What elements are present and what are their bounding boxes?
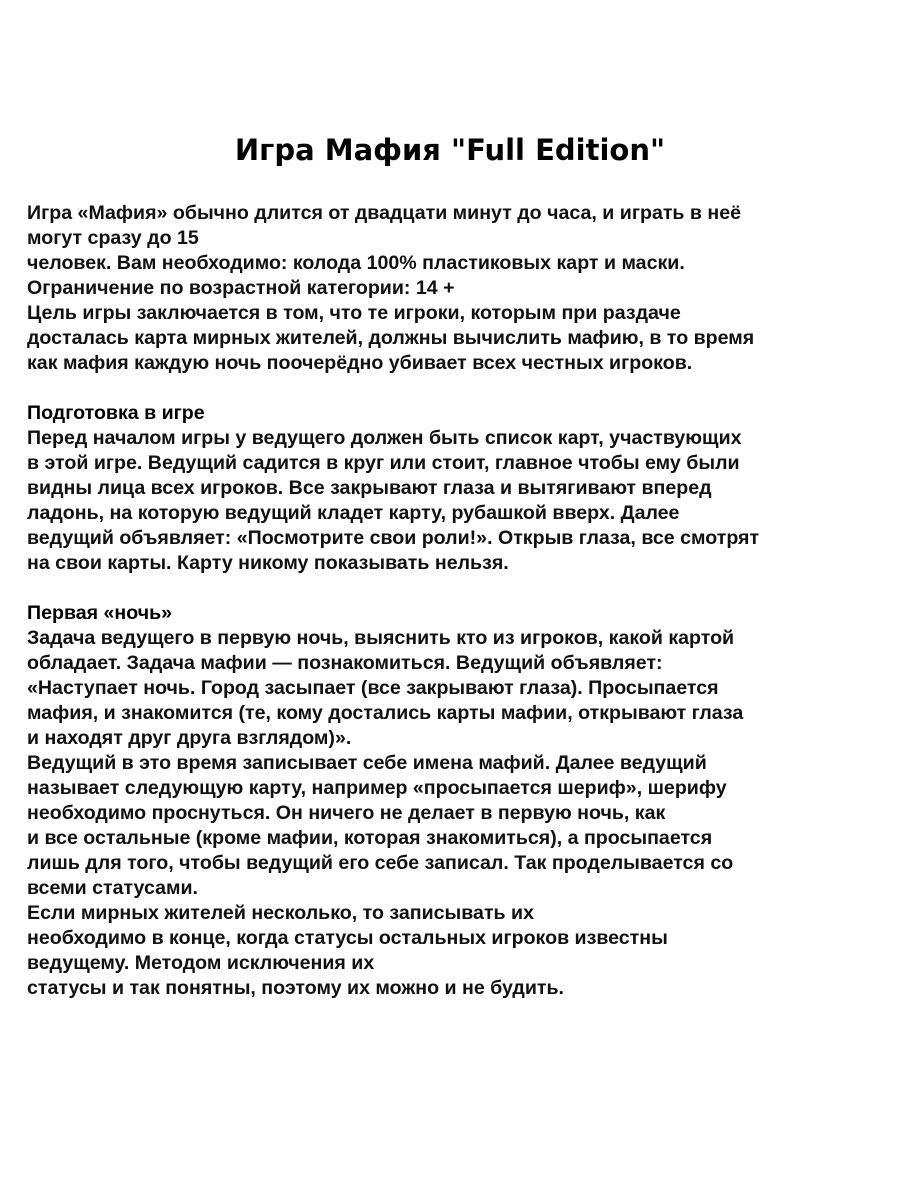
text-line: Цель игры заключается в том, что те игроки, которым при раздаче — [27, 302, 681, 324]
text-line: досталась карта мирных жителей, должны вычислить мафию, в то время — [27, 327, 755, 349]
document-body — [27, 201, 877, 1001]
section-first-night — [27, 601, 877, 1001]
text-line: на свои карты. Карту никому показывать нельзя. — [27, 552, 509, 574]
text-line: и все остальные (кроме мафии, которая знакомиться), а просыпается — [27, 827, 713, 849]
text-line: Игра «Мафия» обычно длится от двадцати минут до часа, и играть в неё — [27, 202, 742, 224]
text-line: необходимо в конце, когда статусы остальных игроков известны — [27, 927, 668, 949]
section-heading: Первая «ночь» — [27, 602, 173, 624]
text-line: Перед началом игры у ведущего должен быть список карт, участвующих — [27, 427, 742, 449]
text-line: мафия, и знакомится (те, кому достались карты мафии, открывают глаза — [27, 702, 744, 724]
text-line: как мафия каждую ночь поочерёдно убивает всех честных игроков. — [27, 352, 693, 374]
paragraph-spacer — [27, 376, 877, 401]
text-line: ладонь, на которую ведущий кладет карту, рубашкой вверх. Далее — [27, 502, 680, 524]
text-line: могут сразу до 15 — [27, 227, 199, 249]
text-line: Задача ведущего в первую ночь, выяснить кто из игроков, какой картой — [27, 627, 735, 649]
text-line: ведущий объявляет: «Посмотрите свои роли!». Открыв глаза, все смотрят — [27, 527, 760, 549]
section-preparation — [27, 401, 877, 576]
text-line: человек. Вам необходимо: колода 100% пластиковых карт и маски. — [27, 252, 685, 274]
text-line: лишь для того, чтобы ведущий его себе записал. Так проделывается со — [27, 852, 734, 874]
intro-paragraph — [27, 201, 877, 376]
text-line: ведущему. Методом исключения их — [27, 952, 375, 974]
text-line: статусы и так понятны, поэтому их можно и не будить. — [27, 977, 564, 999]
text-line: «Наступает ночь. Город засыпает (все закрывают глаза). Просыпается — [27, 677, 719, 699]
text-line: всеми статусами. — [27, 877, 198, 899]
text-line: обладает. Задача мафии — познакомиться. Ведущий объявляет: — [27, 652, 663, 674]
text-line: в этой игре. Ведущий садится в круг или стоит, главное чтобы ему были — [27, 452, 740, 474]
text-line: необходимо проснуться. Он ничего не делает в первую ночь, как — [27, 802, 666, 824]
text-line: Ограничение по возрастной категории: 14 + — [27, 277, 455, 299]
section-heading: Подготовка в игре — [27, 402, 205, 424]
text-line: Если мирных жителей несколько, то записывать их — [27, 902, 534, 924]
text-line: видны лица всех игроков. Все закрывают глаза и вытягивают вперед — [27, 477, 712, 499]
paragraph-spacer — [27, 576, 877, 601]
text-line: называет следующую карту, например «просыпается шериф», шерифу — [27, 777, 727, 799]
page-title: Игра Мафия "Full Edition" — [234, 133, 666, 167]
text-line: и находят друг друга взглядом)». — [27, 727, 352, 749]
text-line: Ведущий в это время записывает себе имена мафий. Далее ведущий — [27, 752, 707, 774]
